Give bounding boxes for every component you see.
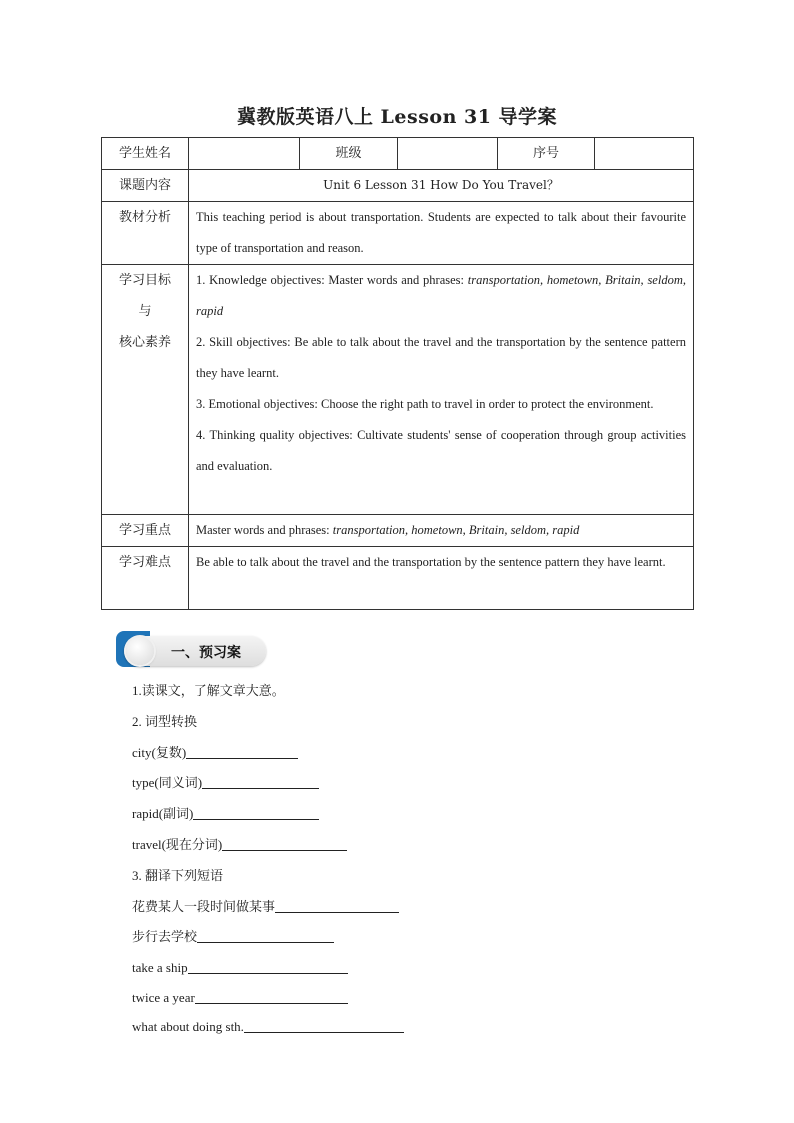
class-field[interactable] (398, 138, 498, 170)
objective-knowledge-prefix: 1. Knowledge objectives: Master words and phrases: (196, 273, 468, 287)
answer-blank[interactable] (188, 959, 348, 974)
objective-knowledge (196, 265, 686, 327)
student-name-label: 学生姓名 (102, 138, 189, 170)
number-label: 序号 (498, 138, 595, 170)
class-label: 班级 (300, 138, 398, 170)
preview-exercises (132, 676, 692, 1042)
objectives-label-line3: 核心素养 (118, 335, 171, 350)
word-form-prompt: travel(现在分词) (132, 836, 223, 852)
phrase-row (132, 953, 692, 983)
analysis-label: 教材分析 (102, 202, 189, 265)
answer-blank[interactable] (197, 928, 334, 943)
topic-label: 课题内容 (102, 170, 189, 202)
objective-skill: 2. Skill objectives: Be able to talk about the travel and the transportation by the sentence pattern they have learnt. (196, 335, 686, 380)
preview-section-heading: 一、预习案 (171, 645, 241, 661)
answer-blank[interactable] (222, 836, 347, 851)
objectives-label-line1: 学习目标 (118, 273, 171, 288)
answer-blank[interactable] (186, 744, 298, 759)
key-points-words: transportation, hometown, Britain, seldom, rapid (332, 523, 580, 537)
exercise-item-3: 3. 翻译下列短语 (132, 867, 224, 883)
badge-circle-icon (126, 637, 154, 665)
analysis-paragraph: This teaching period is about transportation. Students are expected to talk about their favourite type of transportation and reason. (196, 210, 686, 255)
word-form-row (132, 799, 692, 830)
topic-value: Unit 6 Lesson 31 How Do You Travel？ (189, 170, 694, 202)
objective-knowledge-words: transportation, hometown, Britain, seldom, rapid (196, 273, 686, 318)
analysis-text (189, 202, 694, 265)
answer-blank[interactable] (193, 805, 319, 820)
phrase-prompt: take a ship (132, 960, 188, 976)
exercise-item-2: 2. 词型转换 (132, 713, 198, 729)
key-points-line (196, 515, 686, 546)
objectives-label-line2: 与 (138, 304, 152, 319)
phrase-row (132, 892, 692, 923)
difficulties-text: Be able to talk about the travel and the transportation by the sentence pattern they have learnt. (196, 555, 666, 569)
phrase-prompt: what about doing sth. (132, 1019, 244, 1035)
key-points-label: 学习重点 (102, 515, 189, 547)
word-form-prompt: city(复数) (132, 744, 187, 760)
objectives-label (102, 265, 189, 515)
phrase-prompt: 花费某人一段时间做某事 (132, 898, 276, 914)
word-form-prompt: rapid(副词) (132, 806, 194, 822)
word-form-prompt: type(同义词) (132, 775, 203, 791)
answer-blank[interactable] (244, 1018, 404, 1033)
difficulties-content (189, 547, 694, 610)
phrase-row (132, 922, 692, 953)
phrase-row (132, 1012, 692, 1042)
lesson-info-table (101, 137, 694, 610)
key-points-content (189, 515, 694, 547)
word-form-row (132, 768, 692, 799)
answer-blank[interactable] (202, 774, 319, 789)
objective-emotional: 3. Emotional objectives: Choose the right path to travel in order to protect the environment. (196, 397, 654, 411)
answer-blank[interactable] (275, 898, 399, 913)
page-title: 冀教版英语八上 Lesson 31 导学案 (236, 106, 558, 128)
word-form-row (132, 738, 692, 769)
student-name-field[interactable] (189, 138, 300, 170)
objectives-content (189, 265, 694, 515)
difficulties-label: 学习难点 (102, 547, 189, 610)
number-field[interactable] (595, 138, 694, 170)
answer-blank[interactable] (195, 989, 348, 1004)
phrase-row (132, 983, 692, 1013)
word-form-row (132, 830, 692, 861)
key-points-prefix: Master words and phrases: (196, 523, 333, 537)
phrase-prompt: 步行去学校 (132, 929, 198, 945)
phrase-prompt: twice a year (132, 989, 195, 1005)
exercise-item-1: 1.读课文，了解文章大意。 (132, 683, 285, 698)
preview-section-badge (116, 631, 268, 669)
objective-thinking: 4. Thinking quality objectives: Cultivate students' sense of cooperation through group activities and evaluation. (196, 428, 686, 473)
